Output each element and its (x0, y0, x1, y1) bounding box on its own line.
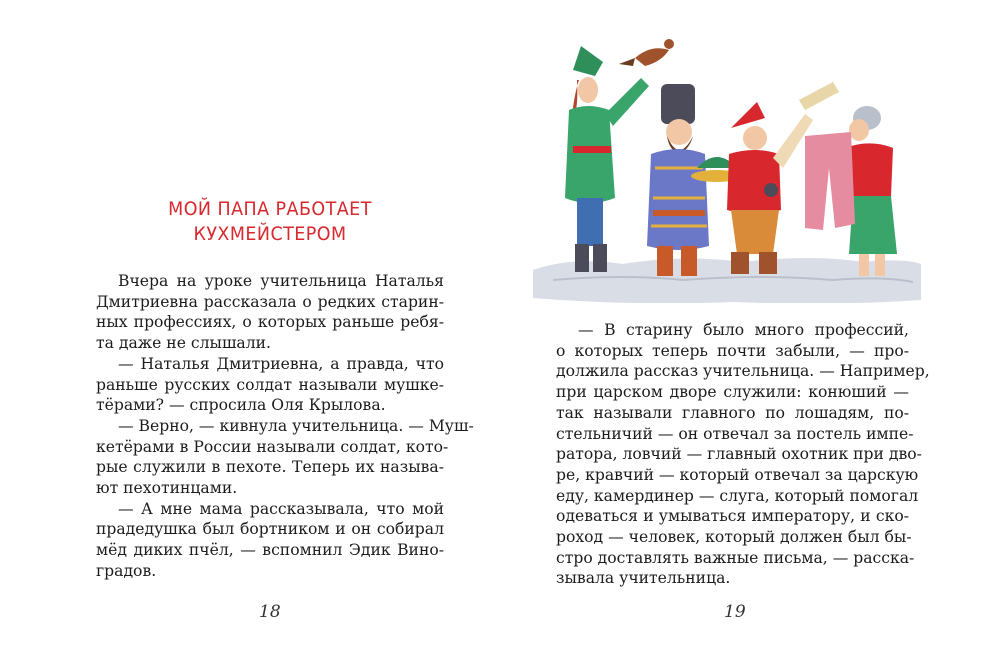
text-line: градов. (96, 561, 157, 580)
text-line: — В старину было много профессий, (578, 321, 909, 339)
text-line: при царском дворе служили: конюший — (556, 383, 909, 402)
falconer-boot-left (575, 244, 589, 272)
page-number-right: 19 (724, 602, 746, 622)
cook-face (666, 119, 692, 145)
scroll (799, 82, 839, 110)
figure-maid (805, 106, 897, 276)
left-page-text (96, 271, 474, 582)
huntsman-jacket (727, 150, 781, 214)
falconer-arm (605, 78, 649, 126)
huntsman-boot-left (731, 252, 749, 274)
maid-leg-right (875, 254, 885, 276)
huntsman-boot-right (759, 252, 777, 274)
text-line: — Верно, — кивнула учительница. — Муш- (118, 416, 474, 435)
text-line: зывала учительница. (556, 569, 731, 588)
huntsman-face (743, 126, 767, 150)
text-line: Дмитриевна рассказала о редких старин- (96, 292, 444, 311)
text-line: должила рассказ учительница. — Например, (556, 362, 930, 381)
text-line: так называли главного по лошадям, по- (556, 403, 909, 422)
maid-vest (851, 143, 893, 199)
text-line: та даже не слышали. (96, 334, 271, 353)
text-line: рые служили в пехоте. Теперь их называ- (96, 458, 444, 477)
text-line: стро доставлять важные письма, — расска- (556, 548, 915, 567)
text-line: — А мне мама рассказывала, что мой (118, 499, 444, 518)
chapter-title-line-2: КУХМЕЙСТЕРОМ (193, 223, 347, 245)
text-line: ют пехотинцами. (96, 479, 238, 498)
cook-belt (653, 210, 705, 216)
chapter-title (132, 197, 408, 247)
cook-boot-right (681, 246, 697, 276)
text-line: — Наталья Дмитриевна, а правда, что (118, 354, 444, 373)
text-line: тёрами? — спросила Оля Крылова. (96, 396, 386, 415)
falconer-coat (565, 106, 615, 203)
falconer-trousers (577, 198, 603, 246)
falconer-hat (573, 46, 603, 76)
text-line: ных профессиях, о которых раньше ребя- (96, 313, 444, 332)
text-line: раньше русских солдат называли мушке- (96, 375, 444, 394)
page-number-left: 18 (259, 602, 281, 622)
bird-head (664, 39, 674, 49)
text-line: Вчера на уроке учительница Наталья (118, 272, 444, 290)
chapter-title-line-1: МОЙ ПАПА РАБОТАЕТ (168, 198, 372, 220)
text-line: прадедушка был бортником и он собирал (96, 520, 444, 539)
bird-body (635, 48, 669, 66)
cook-boot-left (657, 246, 673, 276)
binoculars (764, 183, 778, 197)
text-line: кетёрами в России называли солдат, кото- (96, 437, 449, 456)
text-line: еду, камердинер — слуга, который помогал (556, 486, 919, 505)
illustration-court-servants (533, 18, 921, 303)
huntsman-trousers (731, 210, 779, 254)
cook-hat (661, 84, 695, 124)
falconer-boot-right (593, 244, 607, 272)
falconer-face (578, 77, 598, 103)
text-line: одеваться и умываться императору, и ско- (556, 507, 909, 526)
garment-held (805, 132, 855, 230)
maid-face (849, 119, 869, 141)
text-line: мёд диких пчёл, — вспомнил Эдик Вино- (96, 541, 444, 560)
text-line: роход — человек, который должен был бы- (556, 528, 912, 547)
text-line: стельничий — он отвечал за постель импе- (556, 424, 914, 443)
right-page-text (556, 320, 930, 589)
bird-tail (619, 58, 635, 66)
maid-skirt (849, 196, 897, 254)
text-line: ратора, ловчий — главный охотник при дво- (556, 445, 922, 464)
text-line: о которых теперь почти забыли, — про- (556, 341, 909, 360)
falconer-sash (573, 146, 611, 153)
maid-leg-left (859, 254, 869, 276)
text-line: ре, кравчий — который отвечал за царскую (556, 465, 919, 484)
huntsman-cap (731, 102, 765, 128)
